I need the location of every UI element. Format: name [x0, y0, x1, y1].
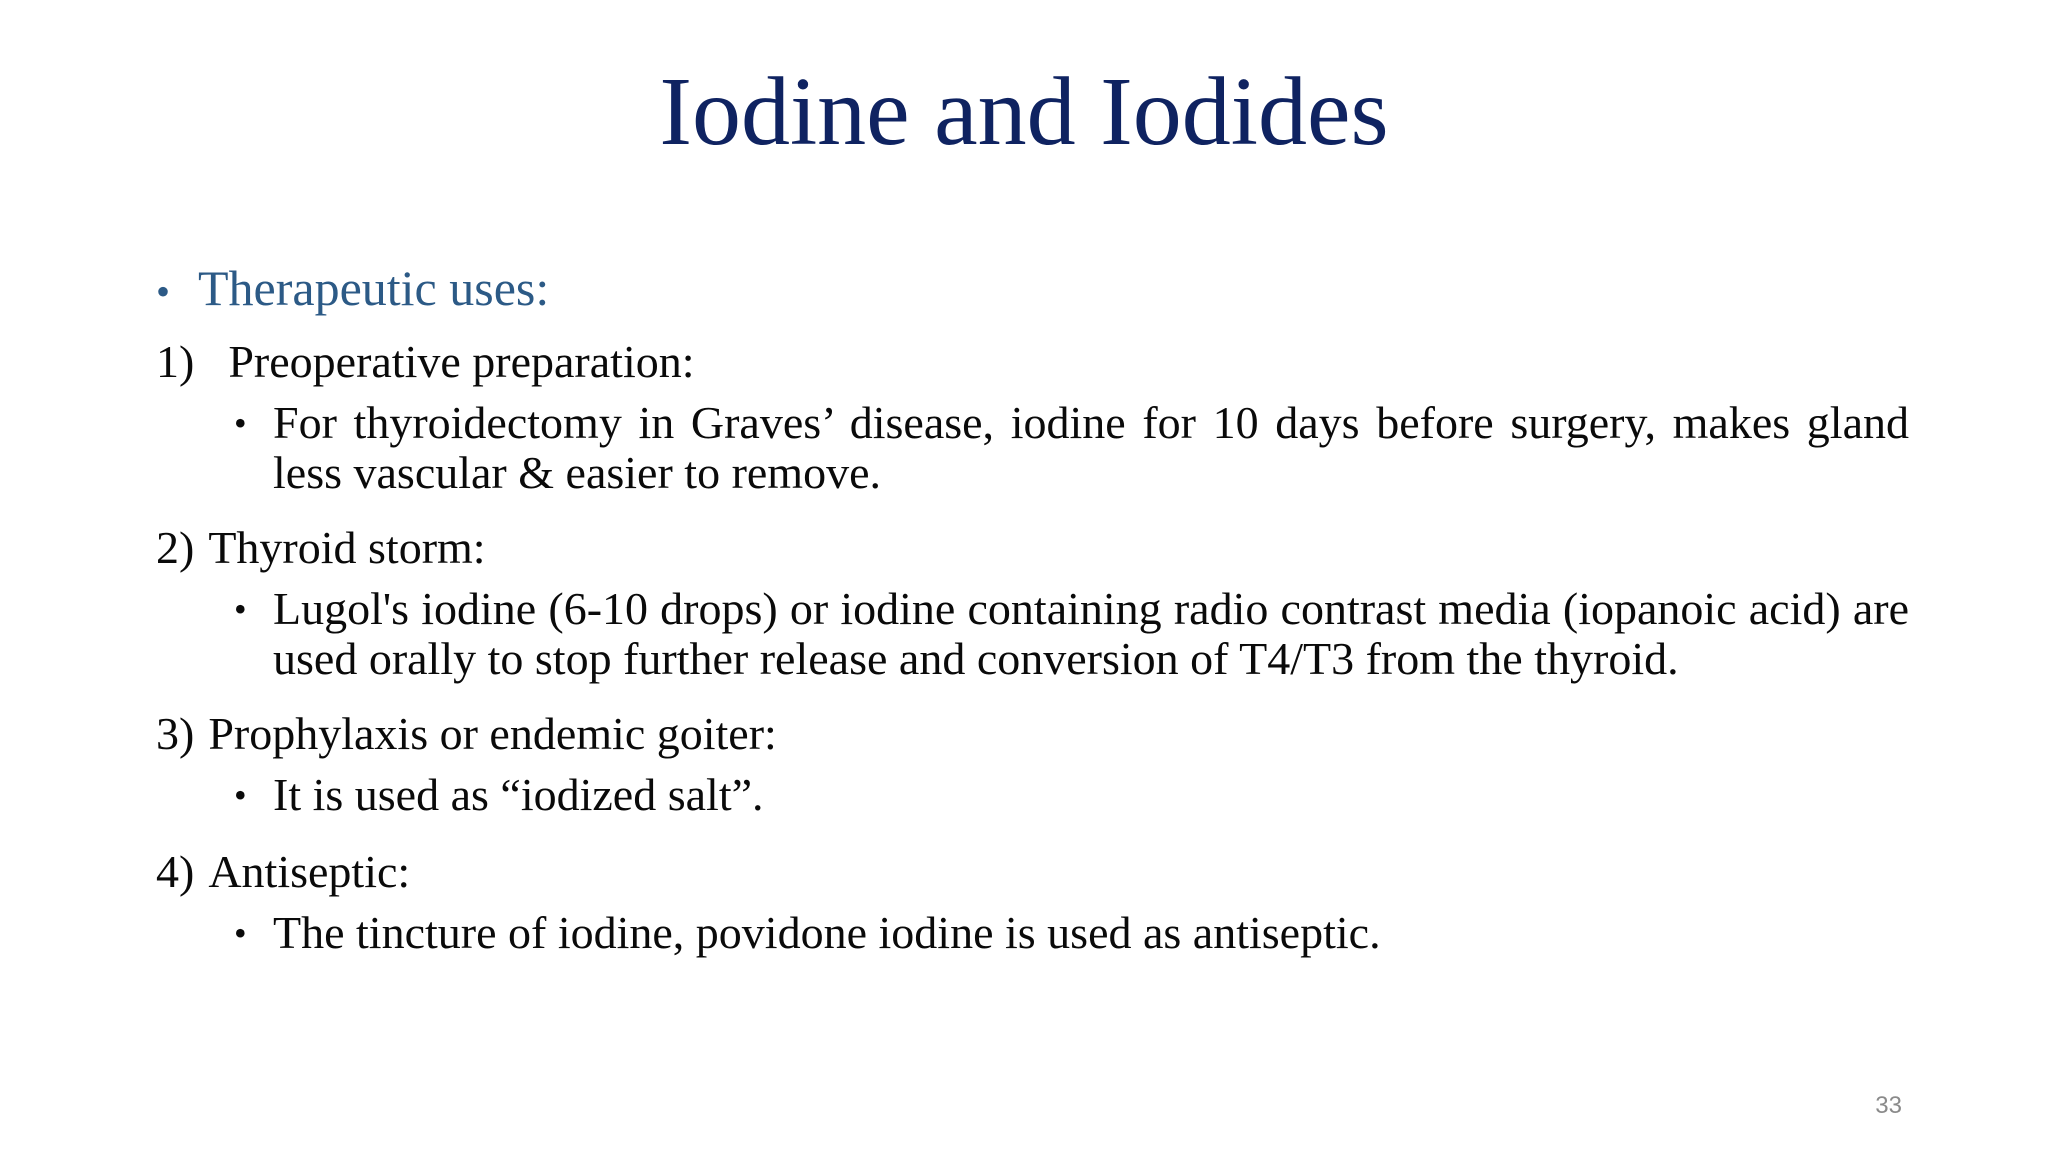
page-number: 33	[1875, 1092, 1902, 1119]
sub-bullet-dot: •	[234, 589, 247, 629]
item-title: Prophylaxis or endemic goiter:	[208, 708, 777, 759]
spacer	[156, 684, 1916, 706]
heading-text: Therapeutic uses:	[198, 260, 550, 316]
slide-title: Iodine and Iodides	[659, 58, 1389, 166]
heading-bullet: •	[156, 269, 171, 314]
list-item-preoperative	[156, 334, 1916, 498]
sub-bullet-dot: •	[234, 403, 247, 443]
item-label	[156, 844, 1916, 900]
list-item-antiseptic	[156, 844, 1916, 958]
sub-bullet-text: Lugol's iodine (6-10 drops) or iodine containing radio contrast media (iopanoic acid) are used orally to stop further release and conversion of T4/T3 from the thyroid.	[273, 583, 1909, 684]
item-title: Thyroid storm:	[208, 522, 486, 573]
sub-bullet-text: It is used as “iodized salt”.	[273, 769, 764, 820]
item-label	[156, 520, 1916, 576]
item-number: 4)	[156, 846, 195, 897]
slide-body	[156, 258, 1916, 958]
item-title: Preoperative preparation:	[228, 336, 695, 387]
sub-bullet-text: The tincture of iodine, povidone iodine is used as antiseptic.	[273, 907, 1381, 958]
item-number: 1)	[156, 336, 195, 387]
sub-bullet-dot: •	[234, 775, 247, 815]
item-title: Antiseptic:	[208, 846, 411, 897]
item-number: 2)	[156, 522, 195, 573]
section-heading	[156, 258, 1916, 322]
spacer	[156, 498, 1916, 520]
sub-bullet	[234, 398, 1916, 498]
spacer	[156, 820, 1916, 844]
list-item-thyroid-storm	[156, 520, 1916, 684]
sub-bullet-text: For thyroidectomy in Graves’ disease, iodine for 10 days before surgery, makes gland less vascular & easier to remove.	[273, 397, 1909, 498]
item-label	[156, 706, 1916, 762]
sub-bullet-dot: •	[234, 913, 247, 953]
sub-bullet	[234, 908, 1916, 958]
item-number: 3)	[156, 708, 195, 759]
sub-bullet	[234, 770, 1916, 820]
item-label	[156, 334, 1916, 390]
list-item-prophylaxis	[156, 706, 1916, 820]
sub-bullet	[234, 584, 1916, 684]
